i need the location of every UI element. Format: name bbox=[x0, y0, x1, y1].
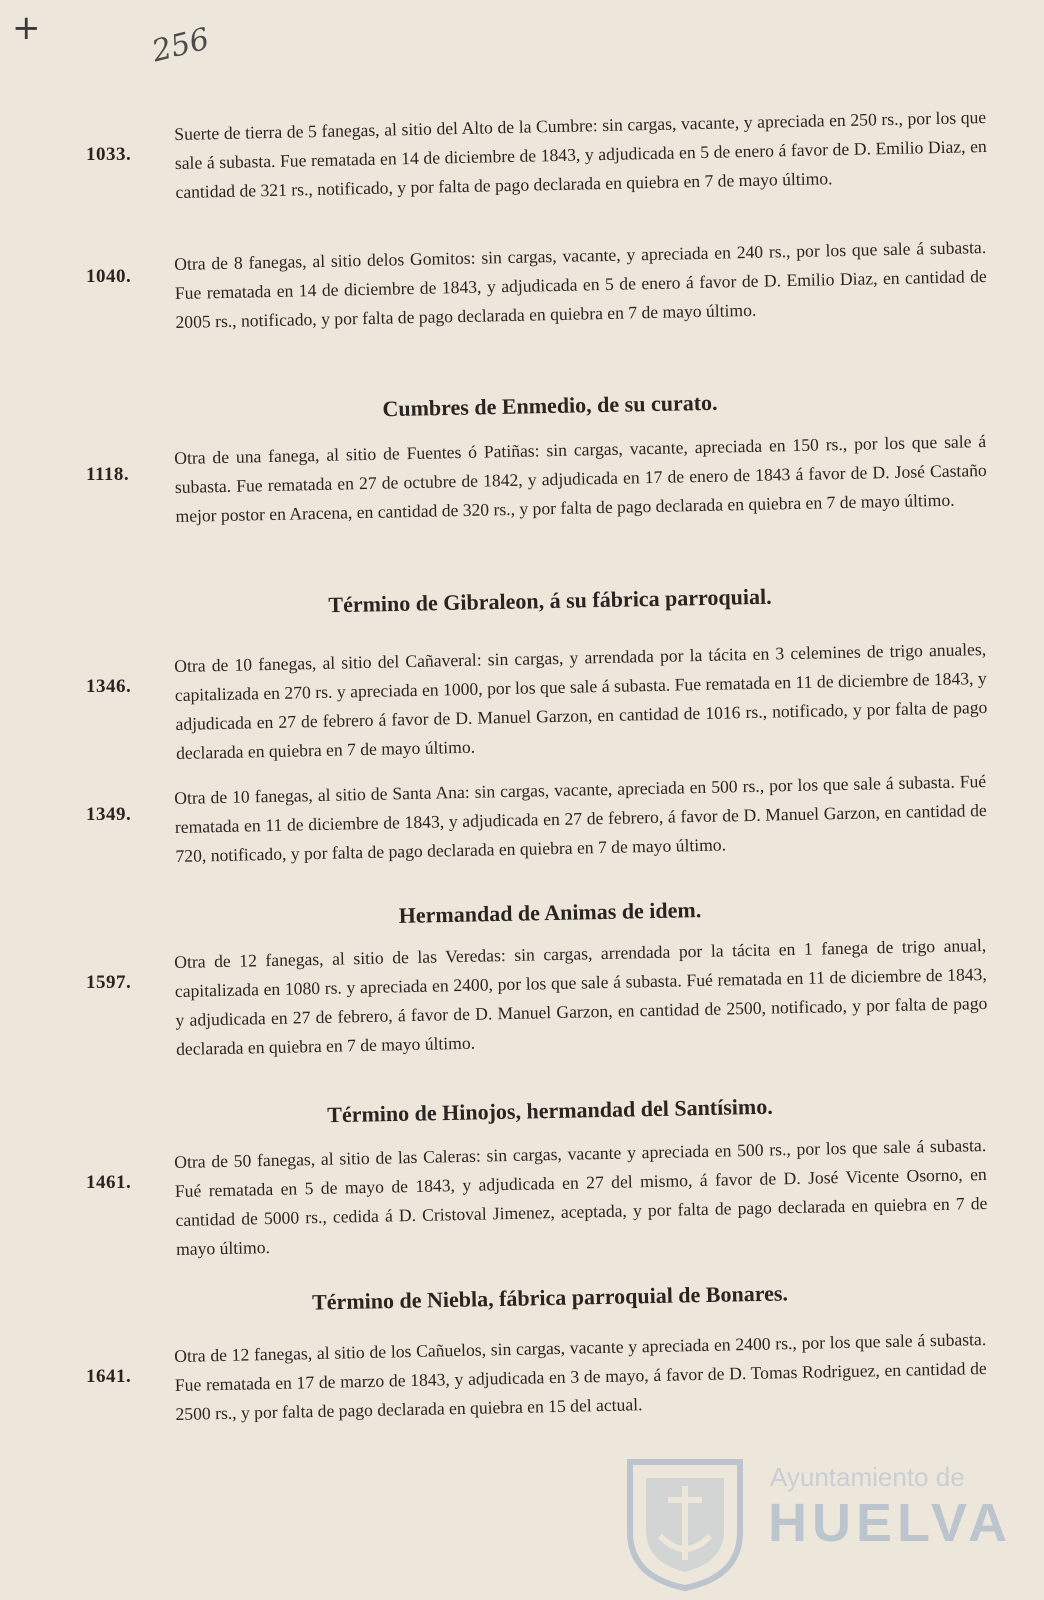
entry-1040 bbox=[86, 236, 987, 337]
entry-1641 bbox=[86, 1328, 987, 1429]
entry-text: Otra de 10 fanegas, al sitio del Cañaveral: sin cargas, y arrendada por la tácita en 3 celemines de trigo anuales, capitalizada en 270 rs. y apreciada en 1000, por los que sale á subasta. Fue rematada en 11 de diciembre de 1843, y adjudicada en 27 de febrero á favor de D. Manuel Garzon, en cantidad de 1016 rs., notificado, y por falta de pago declarada en quiebra en 7 de mayo último. bbox=[174, 638, 988, 763]
entry-text: Otra de 12 fanegas, al sitio de las Veredas: sin cargas, arrendada por la tácita en 1 fanega de trigo anual, capitalizada en 1080 rs. y apreciada en 2400, por los que sale á subasta. Fué rematada en 11 de diciembre de 1843, y adjudicada en 27 de febrero, á favor de D. Manuel Garzon, en cantidad de 2500, notificado, y por falta de pago declarada en quiebra en 7 de mayo último. bbox=[174, 934, 988, 1059]
entry-1461 bbox=[86, 1134, 988, 1264]
entry-number: 1118. bbox=[86, 464, 130, 485]
entry-text: Suerte de tierra de 5 fanegas, al sitio del Alto de la Cumbre: sin cargas, vacante, y apreciada en 250 rs., por los que sale á subasta. Fue rematada en 14 de diciembre de 1843, y adjudicada en 5 de enero á favor de D. Emilio Diaz, en cantidad de 321 rs., notificado, y por falta de pago declarada en quiebra en 7 de mayo último. bbox=[174, 106, 987, 202]
entry-text: Otra de 8 fanegas, al sitio delos Gomitos: sin cargas, vacante, y apreciada en 240 rs., por los que sale á subasta. Fue rematada en 14 de diciembre de 1843, y adjudicada en 5 de enero á favor de D. Emilio Diaz, en cantidad de 2005 rs., notificado, y por falta de pago declarada en quiebra en 7 de mayo último. bbox=[174, 236, 987, 332]
entry-1597 bbox=[86, 934, 988, 1064]
entry-1033 bbox=[86, 106, 987, 207]
watermark-line1: Ayuntamiento de bbox=[770, 1462, 965, 1492]
entry-text: Otra de una fanega, al sitio de Fuentes ó Patiñas: sin cargas, vacante, apreciada en 150 rs., por los que sale á subasta. Fue rematada en 27 de octubre de 1842, y adjudicada en 17 de enero de 1843 á favor de D. José Castaño mejor postor en Aracena, en cantidad de 320 rs., y por falta de pago declarada en quiebra en 7 de mayo último. bbox=[174, 430, 987, 526]
watermark-line2: HUELVA bbox=[768, 1493, 1012, 1553]
entry-number: 1641. bbox=[86, 1366, 132, 1387]
entry-1346 bbox=[86, 638, 988, 768]
section-heading-niebla: Término de Niebla, fábrica parroquial de Bonares. bbox=[311, 1280, 789, 1315]
entry-text: Otra de 12 fanegas, al sitio de los Cañuelos, sin cargas, vacante y apreciada en 2400 rs., por los que sale á subasta. Fue rematada en 17 de marzo de 1843, y adjudicada en 3 de mayo, á favor de D. Tomas Rodriguez, en cantidad de 2500 rs., y por falta de pago declarada en quiebra en 15 del actual. bbox=[174, 1328, 987, 1424]
margin-plus-mark: + bbox=[12, 8, 41, 48]
entry-1118 bbox=[86, 430, 987, 531]
entry-number: 1461. bbox=[86, 1172, 132, 1193]
coat-of-arms-icon bbox=[620, 1452, 750, 1592]
entry-number: 1349. bbox=[86, 804, 132, 825]
entry-number: 1033. bbox=[86, 144, 132, 165]
section-heading-cumbres: Cumbres de Enmedio, de su curato. bbox=[382, 389, 718, 422]
section-heading-gibraleon: Término de Gibraleon, á su fábrica parroquial. bbox=[328, 583, 772, 618]
entry-number: 1346. bbox=[86, 676, 132, 697]
section-heading-animas: Hermandad de Animas de idem. bbox=[398, 897, 702, 928]
entry-1349 bbox=[86, 770, 987, 871]
entry-number: 1040. bbox=[86, 266, 132, 287]
ayuntamiento-huelva-watermark bbox=[620, 1452, 1020, 1592]
section-heading-hinojos: Término de Hinojos, hermandad del Santísimo. bbox=[327, 1093, 773, 1128]
handwritten-page-number: 256 bbox=[148, 21, 213, 70]
entry-text: Otra de 50 fanegas, al sitio de las Caleras: sin cargas, vacante y apreciada en 500 rs., por los que sale á subasta. Fué rematada en 5 de mayo de 1843, y adjudicada en 27 del mismo, á favor de D. José Vicente Osorno, en cantidad de 5000 rs., cedida á D. Cristoval Jimenez, aceptada, y por falta de pago declarada en quiebra en 7 de mayo último. bbox=[174, 1134, 988, 1259]
entry-text: Otra de 10 fanegas, al sitio de Santa Ana: sin cargas, vacante, apreciada en 500 rs., por los que sale á subasta. Fué rematada en 11 de diciembre de 1843, y adjudicada en 27 de febrero, á favor de D. Manuel Garzon, en cantidad de 720, notificado, y por falta de pago declarada en quiebra en 7 de mayo último. bbox=[174, 770, 987, 866]
entry-number: 1597. bbox=[86, 972, 132, 993]
